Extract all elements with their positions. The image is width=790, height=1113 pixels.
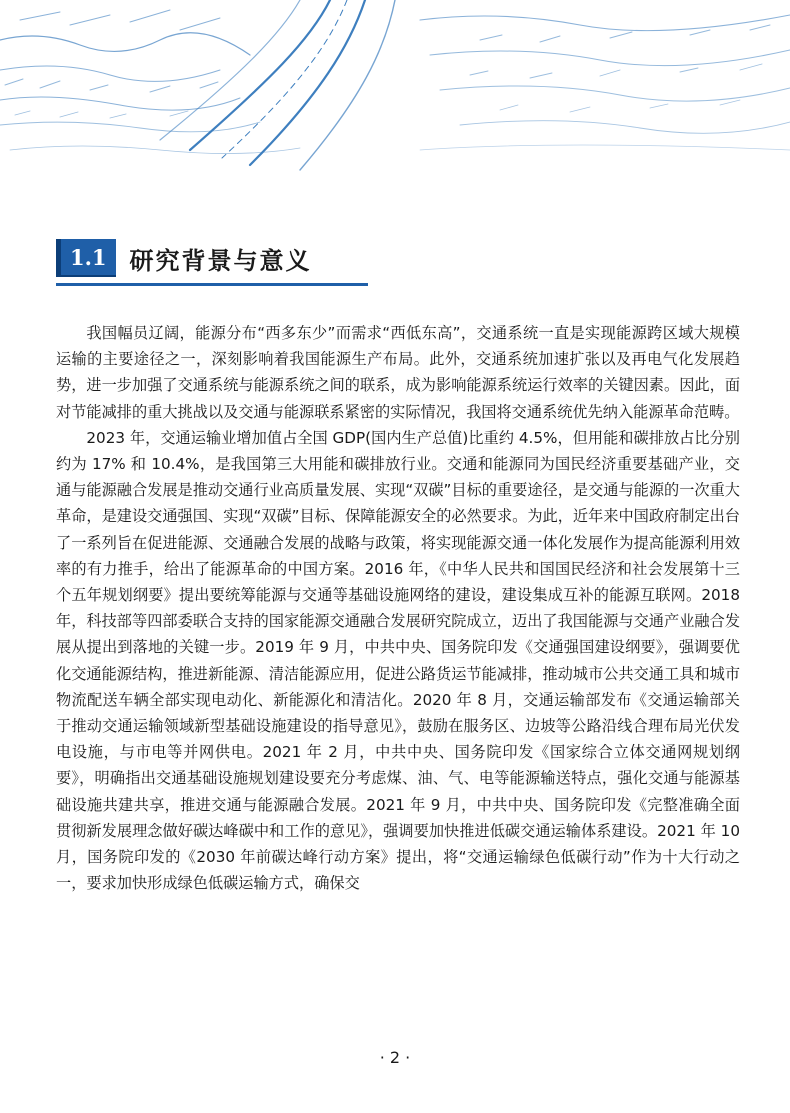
section-number-badge: 1.1 — [56, 239, 116, 277]
paragraph: 我国幅员辽阔，能源分布“西多东少”而需求“西低东高”，交通系统一直是实现能源跨区域大规模运输的主要途径之一，深刻影响着我国能源生产布局。此外，交通系统加速扩张以及再电气化发展趋势，进一步加强了交通系统与能源系统之间的联系，成为影响能源系统运行效率的关键因素。因此，面对节能减排的重大挑战以及交通与能源联系紧密的实际情况，我国将交通系统优先纳入能源革命范畴。 — [56, 324, 740, 421]
page-number: · 2 · — [379, 1048, 411, 1067]
section-underline — [56, 283, 368, 286]
section-title: 研究背景与意义 — [129, 246, 312, 275]
header-road-illustration — [0, 0, 790, 175]
section-heading — [56, 235, 312, 281]
paragraph: 2023 年，交通运输业增加值占全国 GDP(国内生产总值)比重约 4.5%，但用能和碳排放占比分别约为 17% 和 10.4%，是我国第三大用能和碳排放行业。交通和能源同为国民经济重要基础产业，交通与能源融合发展是推动交通行业高质量发展、实现“双碳”目标的重要途径，是交通与能源的一次重大革命，是建设交通强国、实现“双碳”目标、保障能源安全的必然要求。为此，近年来中国政府制定出台了一系列旨在促进能源、交通融合发展的战略与政策，将实现能源交通一体化发展作为提高能源利用效率的有力推手，给出了能源革命的中国方案。2016 年，《中华人民共和国国民经济和社会发展第十三个五年规划纲要》提出要统筹能源与交通等基础设施网络的建设，建设集成互补的能源互联网。2018 年，科技部等四部委联合支持的国家能源交通融合发展研究院成立，迈出了我国能源与交通产业融合发展从提出到落地的关键一步。2019 年 9 月，中共中央、国务院印发《交通强国建设纲要》，强调要优化交通能源结构，推进新能源、清洁能源应用，促进公路货运节能减排，推动城市公共交通工具和城市物流配送车辆全部实现电动化、新能源化和清洁化。2020 年 8 月，交通运输部发布《交通运输部关于推动交通运输领域新型基础设施建设的指导意见》，鼓励在服务区、边坡等公路沿线合理布局光伏发电设施，与市电等并网供电。2021 年 2 月，中共中央、国务院印发《国家综合立体交通网规划纲要》，明确指出交通基础设施规划建设要充分考虑煤、油、气、电等能源输送特点，强化交通与能源基础设施共建共享，推进交通与能源融合发展。2021 年 9 月，中共中央、国务院印发《完整准确全面贯彻新发展理念做好碳达峰碳中和工作的意见》，强调要加快推进低碳交通运输体系建设。2021 年 10 月，国务院印发的《2030 年前碳达峰行动方案》提出，将“交通运输绿色低碳行动”作为十大行动之一，要求加快形成绿色低碳运输方式，确保交 — [56, 428, 740, 893]
body-text — [56, 320, 740, 896]
